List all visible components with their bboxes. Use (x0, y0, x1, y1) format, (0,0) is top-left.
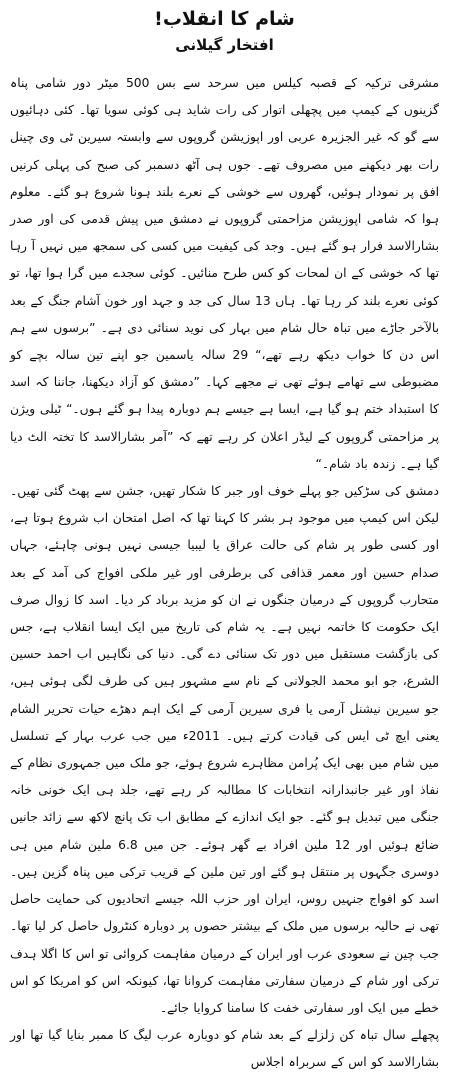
article-paragraph: پچھلے سال تباہ کن زلزلے کے بعد شام کو دوبارہ عرب لیگ کا ممبر بنایا گیا تھا اور بشارالاسد کو اس کے سربراہ اجلاس (10, 1028, 439, 1070)
article-paragraph: دمشق کی سڑکیں جو پہلے خوف اور جبر کا شکار تھیں، جشن سے پھٹ گئی تھیں۔ لیکن اس کیمپ میں موجود ہر بشر کا کہنا تھا کہ اصل امتحان اب شروع ہوتا ہے، اور کسی طور پر شام کی حالت عراق یا لیبیا جیسی نہیں ہونی چاہئے، جہاں صدام حسین اور معمر قذافی کی برطرفی اور غیر ملکی افواج کی آمد کے بعد متحارب گروپوں کے درمیان جنگوں نے ان کو مزید برباد کر دیا۔ اسد کا زوال صرف ایک حکومت کا خاتمہ نہیں ہے۔ یہ شام کی تاریخ میں ایک ایسا انقلاب ہے، جس کی بازگشت مستقبل میں دور تک سنائی دے گی۔ دنیا کی نگاہیں اب احمد حسین الشرع، جو ابو محمد الجولانی کے نام سے مشہور ہیں کی طرف لگی ہوئی ہیں، جو سیرین نیشنل آرمی یا فری سیرین آرمی کے ایک اہم دھڑے حیات تحریر الشام یعنی ایچ ٹی ایس کی قیادت کرتے ہیں۔ 2011ء میں جب عرب بہار کے تسلسل میں شام میں بھی ایک پُرامن مظاہرے شروع ہوئے، جو ملک میں جمہوری نظام کے نفاذ اور غیر جانبدارانہ انتخابات کا مطالبہ کر رہے تھے، جلد ہی ایک خونی خانہ جنگی میں تبدیل ہو گئے۔ جو ایک اندازے کے مطابق اب تک پانچ لاکھ سے زائد جانیں ضائع ہوئیں اور 12 ملین افراد بے گھر ہوئے۔ جن میں 6.8 ملین شام میں ہی دوسری جگہوں پر منتقل ہو گئے اور تین ملین کے قریب ترکی میں پناہ گزین ہیں۔ اسد کو افواج جنہیں روس، ایران اور حزب اللہ جیسے اتحادیوں کی حمایت حاصل تھی نے حالیہ برسوں میں ملک کے بیشتر حصوں پر دوبارہ کنٹرول حاصل کر لیا تھا۔ جب چین نے سعودی عرب اور ایران کے درمیان مفاہمت کروائی تو اس کا اگلا ہدف ترکی اور شام کے درمیان سفارتی مفاہمت کروانا تھا، کیونکہ اس کو امریکا کو اس خطے میں ایک اور سفارتی خفت کا سامنا کروایا جائے۔ (10, 484, 439, 1015)
article-headline: شام کا انقلاب! (154, 8, 295, 30)
article-paragraph: مشرقی ترکیہ کے قصبہ کیلس میں سرحد سے بس 500 میٹر دور شامی پناہ گزینوں کے کیمپ میں پچھلی اتوار کی رات شاید ہی کوئی سویا تھا۔ کئی دہائیوں سے گو کہ غیر الجزیرہ عربی اور اپوزیشن گروپوں سے وابستہ سیرین ٹی وی چینل رات بھر دیکھنے میں مصروف تھے۔ جوں ہی آٹھ دسمبر کی صبح کی پہلی کرنیں افق پر نمودار ہوئیں، گھروں سے خوشی کے نعرے بلند ہونا شروع ہو گئے۔ معلوم ہوا کہ شامی اپوزیشن مزاحمتی گروپوں نے دمشق میں پیش قدمی کی اور صدر بشارالاسد فرار ہو گئے ہیں۔ وجد کی کیفیت میں کسی کی سمجھ میں نہیں آ رہا تھا کہ خوشی کے ان لمحات کو کس طرح منائیں۔ کوئی سجدے میں گرا ہوا تھا، تو کوئی نعرے بلند کر رہا تھا۔ ہاں 13 سال کی جد و جہد اور خون آشام جنگ کے بعد بالآخر جاڑے میں تباہ حال شام میں بہار کی نوید سنائی دی ہے۔ ”برسوں سے ہم اس دن کا خواب دیکھ رہے تھے،“ 29 سالہ یاسمین جو اپنے تین سالہ بچے کو مضبوطی سے تھامے ہوئے تھی نے مجھے کہا۔ ”دمشق کو آزاد دیکھنا، جاننا کہ اسد کا استبداد ختم ہو گیا ہے، ایسا ہے جیسے ہم دوبارہ پیدا ہو گئے ہوں۔“ ٹیلی ویژن پر مزاحمتی گروپوں کے لیڈر اعلان کر رہے تھے کہ ”آمر بشارالاسد کا تختہ الٹ دیا گیا ہے۔ زندہ باد شام۔“ (10, 76, 439, 471)
article-byline: افتخار گیلانی (175, 36, 274, 54)
